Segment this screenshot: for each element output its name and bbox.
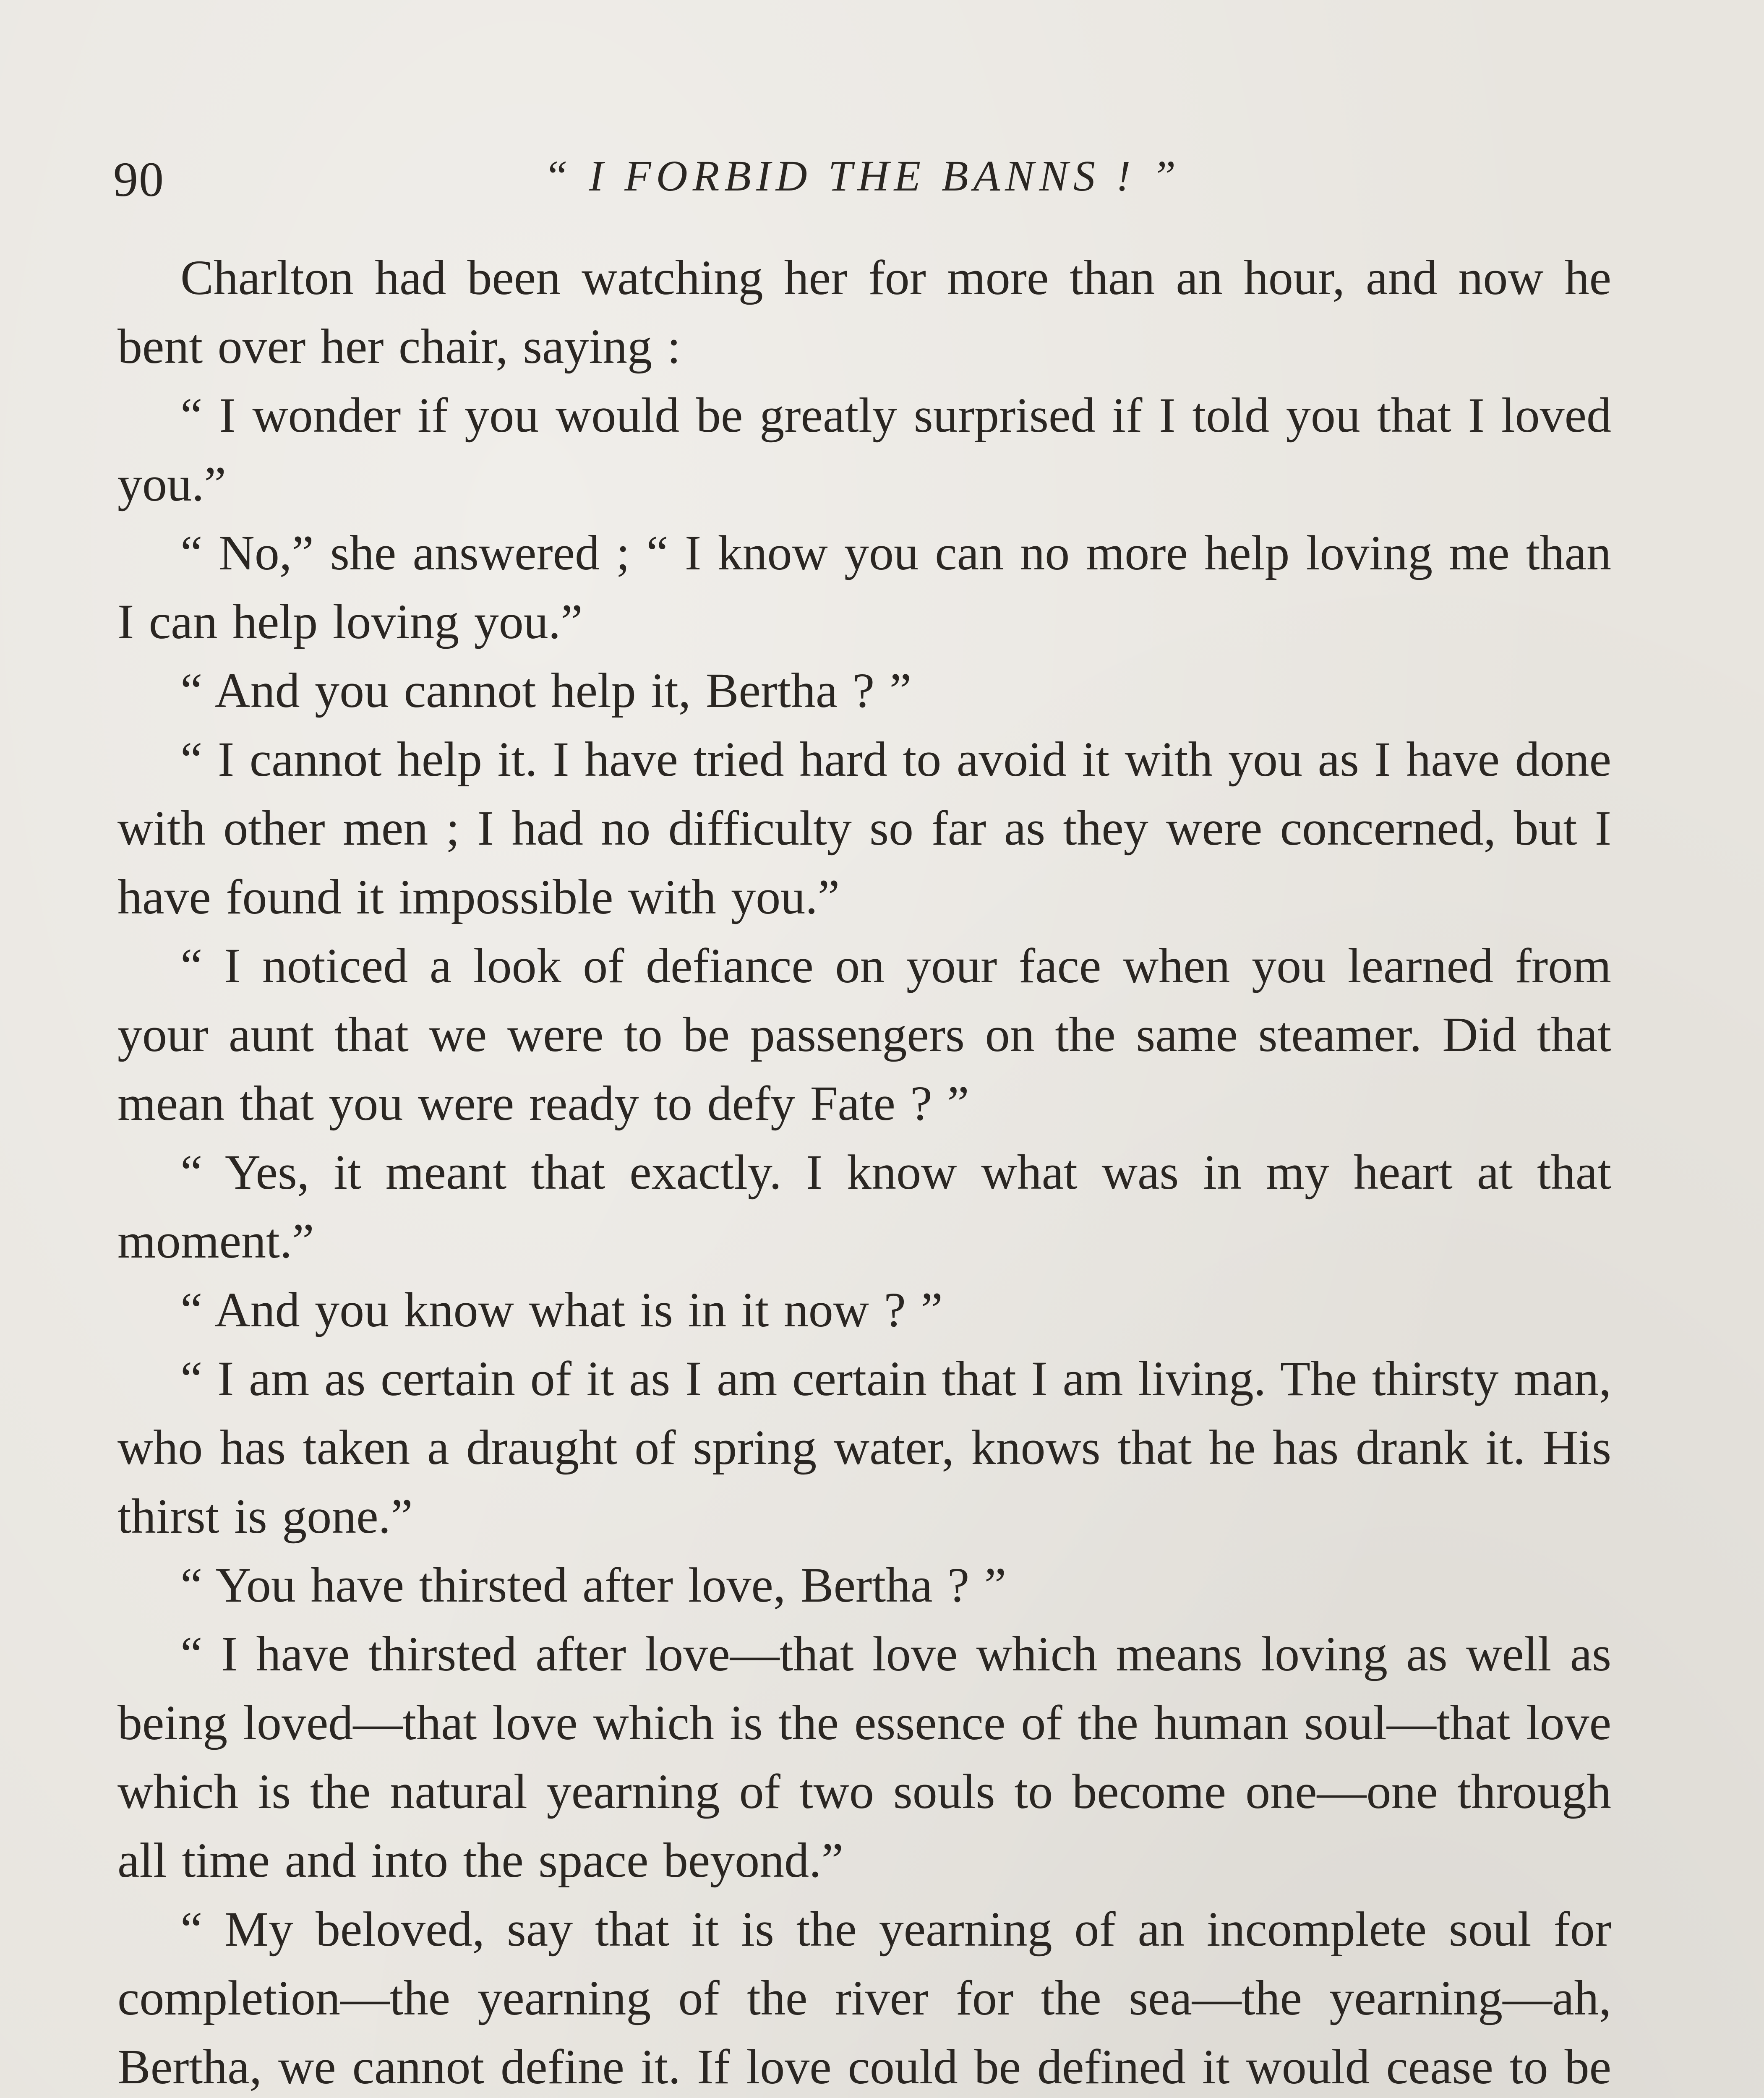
running-head — [113, 134, 1611, 218]
paragraph: “ I wonder if you would be greatly surprised if I told you that I loved you.” — [117, 388, 1611, 511]
paragraph: “ Yes, it meant that exactly. I know what was in my heart at that moment.” — [117, 1145, 1611, 1268]
page-number: 90 — [113, 152, 164, 207]
paragraph: “ I am as certain of it as I am certain that I am living. The thirsty man, who has taken a draught of spring water, knows that he has drank it. His thirst is gone.” — [117, 1351, 1611, 1544]
paragraph: “ I have thirsted after love—that love which means loving as well as being loved—that love which is the essence of the human soul—that love which is the natural yearning of two souls to become one—one through all time and into the space beyond.” — [117, 1626, 1611, 1888]
paragraph: “ I noticed a look of defiance on your face when you learned from your aunt that we were to be passengers on the same steamer. Did that mean that you were ready to defy Fate ? ” — [117, 938, 1611, 1131]
paragraph: “ My beloved, say that it is the yearning of an incomplete soul for completion—the yearning of the river for the sea—the yearning—ah, Bertha, we cannot define it. If love could be defined it would cease to be — [117, 1902, 1611, 2094]
paragraph: “ No,” she answered ; “ I know you can no more help loving me than I can help loving you.” — [117, 525, 1611, 649]
running-title: “ I FORBID THE BANNS ! ” — [543, 152, 1181, 200]
body-text — [117, 243, 1611, 2098]
paragraph: “ You have thirsted after love, Bertha ? ” — [180, 1558, 1007, 1613]
paragraph: “ And you cannot help it, Bertha ? ” — [180, 663, 912, 718]
paragraph: “ And you know what is in it now ? ” — [180, 1282, 943, 1337]
paragraph: Charlton had been watching her for more than an hour, and now he bent over her chair, saying : — [117, 250, 1611, 374]
paragraph: “ I cannot help it. I have tried hard to avoid it with you as I have done with other men ; I had no difficulty so far as they were concerned, but I have found it impossible with you.” — [117, 732, 1611, 924]
